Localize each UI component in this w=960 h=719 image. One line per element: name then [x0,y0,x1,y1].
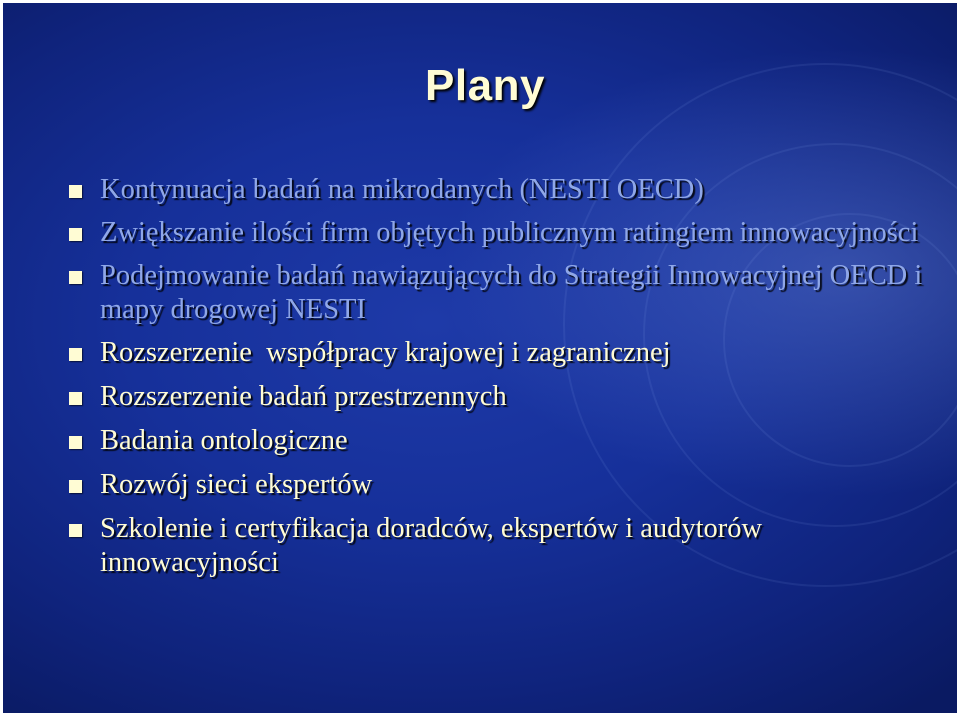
bullet-text: Badania ontologiczne [100,425,348,456]
bullet-item [69,216,929,250]
bullet-item [69,380,929,414]
slide-title: Plany [425,61,545,110]
square-bullet-icon [69,228,82,241]
bullet-text: Kontynuacja badań na mikrodanych (NESTI OECD) [100,174,704,205]
bullet-item [69,259,929,327]
bullet-item [69,468,929,502]
bullet-item [69,512,929,580]
square-bullet-icon [69,392,82,405]
bullet-text: Szkolenie i certyfikacja doradców, ekspertów i audytorów innowacyjności [100,513,763,578]
bullet-item [69,336,929,370]
bullet-list [69,173,929,590]
square-bullet-icon [69,271,82,284]
bullet-text: Zwiększanie ilości firm objętych publicznym ratingiem innowacyjności [100,217,919,248]
bullet-item [69,173,929,207]
square-bullet-icon [69,524,82,537]
slide [3,3,957,713]
square-bullet-icon [69,436,82,449]
bullet-text: Podejmowanie badań nawiązujących do Strategii Innowacyjnej OECD i mapy drogowej NESTI [100,260,923,325]
square-bullet-icon [69,480,82,493]
bullet-text: Rozwój sieci ekspertów [100,469,373,500]
bullet-item [69,424,929,458]
bullet-text: Rozszerzenie badań przestrzennych [100,381,507,412]
square-bullet-icon [69,348,82,361]
bullet-text: Rozszerzenie współpracy krajowej i zagranicznej [100,337,671,368]
square-bullet-icon [69,185,82,198]
